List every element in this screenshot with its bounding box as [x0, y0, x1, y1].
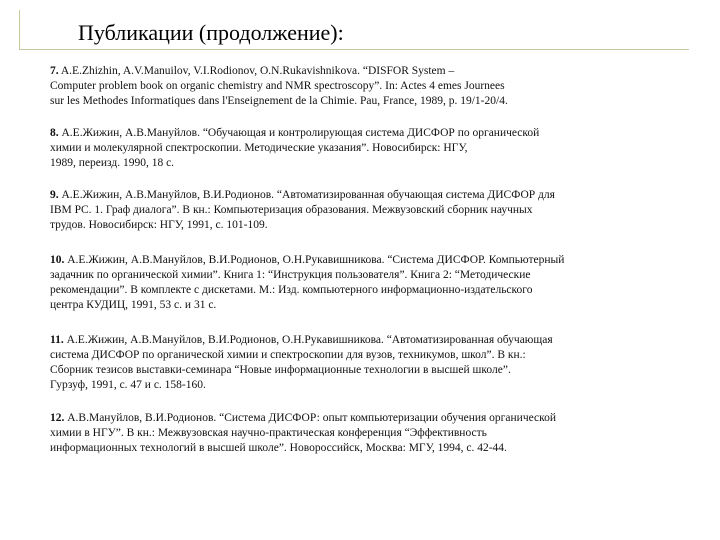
- publication-item: [50, 188, 690, 233]
- publication-list: [50, 64, 690, 473]
- publication-item: [50, 333, 690, 393]
- publication-text: А.Е.Жижин, А.В.Мануйлов, В.И.Родионов. “Автоматизированная обучающая система ДИСФОР для IBM PC. 1. Граф диалога”. В кн.: Компьютеризация образования. Межвузовский сборник научных трудов. Новосибирск: НГУ, 1991, с. 101-109.: [50, 189, 555, 231]
- publication-number: 12.: [50, 412, 65, 424]
- publication-number: 7.: [50, 65, 59, 77]
- publication-item: [50, 126, 690, 171]
- slide-title: Публикации (продолжение):: [78, 20, 344, 45]
- publication-text: А.Е.Жижин, А.В.Мануйлов. “Обучающая и контролирующая система ДИСФОР по органической химии и молекулярной спектроскопии. Методические указания”. Новосибирск: НГУ, 1989, переизд. 1990, 18 с.: [50, 127, 540, 169]
- publication-text: А.В.Мануйлов, В.И.Родионов. “Система ДИСФОР: опыт компьютеризации обучения органической химии в НГУ”. В кн.: Межвузовская научно-практическая конференция “Эффективность информационных технологий в высшей школе”. Новороссийск, Москва: МГУ, 1994, с. 42-44.: [50, 412, 556, 454]
- publication-item: [50, 411, 690, 456]
- publication-number: 10.: [50, 254, 65, 266]
- publication-text: А.Е.Жижин, А.В.Мануйлов, В.И.Родионов, О.Н.Рукавишникова. “Автоматизированная обучающая система ДИСФОР по органической химии и спектроскопии для вузов, техникумов, школ”. В кн.: Сборник тезисов выставки-семинара “Новые информационные технологии в высшей школе”. Гурзуф, 1991, с. 47 и с. 158-160.: [50, 334, 553, 391]
- publication-number: 11.: [50, 334, 64, 346]
- publication-text: А.Е.Жижин, А.В.Мануйлов, В.И.Родионов, О.Н.Рукавишникова. “Система ДИСФОР. Компьютерный задачник по органической химии”. Книга 1: “Инструкция пользователя”. Книга 2: “Методические рекомендации”. В комплекте с дискетами. М.: Изд. компьютерного информационно-издательского центра КУДИЦ, 1991, 53 с. и 31 с.: [50, 254, 565, 311]
- publication-text: A.E.Zhizhin, A.V.Manuilov, V.I.Rodionov, O.N.Rukavishnikova. “DISFOR System – Computer problem book on organic chemistry and NMR spectroscopy”. In: Actes 4 emes Journees sur les Methodes Informatiques dans l'Enseignement de la Chimie. Pau, France, 1989, p. 19/1-20/4.: [50, 65, 508, 107]
- title-underline-rule: [19, 49, 689, 50]
- publication-item: [50, 253, 690, 313]
- publication-number: 9.: [50, 189, 59, 201]
- publication-item: [50, 64, 690, 109]
- publication-number: 8.: [50, 127, 59, 139]
- left-accent-rule: [19, 10, 20, 50]
